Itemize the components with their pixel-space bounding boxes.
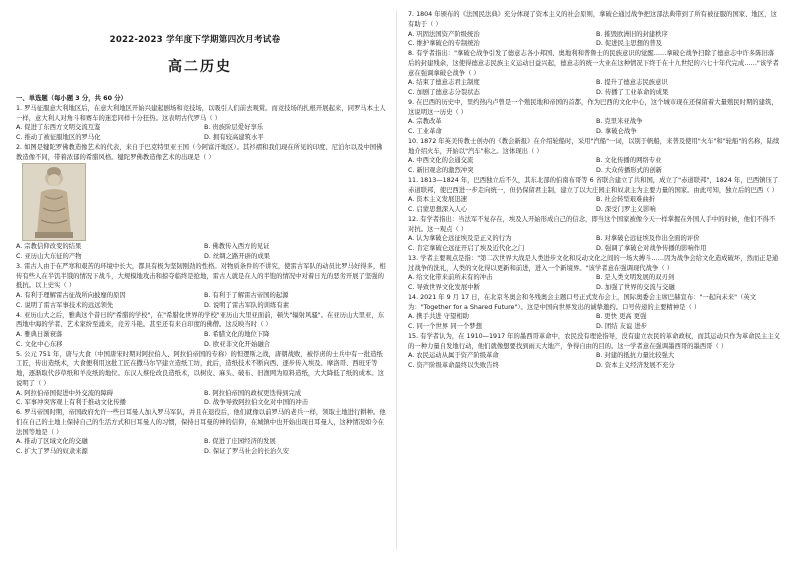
question-6-options [16,437,388,457]
option: C. 文化中心东移 [16,340,63,348]
option: D. 传播了工业革命的成果 [596,89,669,96]
option: B. 佛教传入西方的见证 [204,243,270,251]
option: B. 促进了庄园经济的发展 [204,438,276,446]
option: D. 拿破仑战争 [596,128,637,135]
buddha-statue-figure [23,164,85,240]
option: A. 阿拉伯帝国促进中外交流的障碍 [16,389,114,397]
option: D. 保证了罗马社会的长治久安 [204,448,290,455]
title-spacer [16,34,388,94]
subject-title: 高二历史 [168,59,232,75]
option: C. 军事冲突客观上有利于推动文化传播 [16,399,126,407]
option: C. 扩大了罗马的奴隶来源 [16,448,88,455]
option: D. 欧亚非文化开始融合 [204,340,271,348]
option: D. 团结 友谊 进步 [596,323,648,330]
option: A. 给文化带来前所未有的冲击 [408,274,493,282]
question-3-options [16,291,388,311]
option: D. 战争导致阿拉伯文化对中国的冲击 [204,399,309,407]
question-10: 10. 1872 年英美传教士创办的《教会新报》在介绍轮船时，采用"汽船"一词，以别于帆船，来普及使用"火车"和"轮船"的名称，陆续地介绍火车，开始以"汽车"称之。这体现出（ ） [408,137,780,155]
option: C. 同一个世界 同一个梦想 [408,323,482,330]
option: C. 推动了被征服地区的罗马化 [16,134,101,141]
question-14: 14. 2021 年 9 月 17 日，在北京冬奥会和冬残奥会主题口号正式发布会上，国际奥委会主席巴赫宣布："一起向未来"（英文为："Together for a Shared Future"）。这是中国向世界发出的诚挚邀约。口号传递的主要精神是（ ） [408,293,757,311]
option: B. 克里米亚战争 [596,118,643,126]
question-5-options [16,389,388,409]
option: A. 推动了区域文化的交融 [16,438,88,446]
option: C. 亚历山大东征的产物 [16,253,82,260]
option: A. 促进了东西方文明交流互鉴 [16,124,101,132]
exam-title: 2022-2023 学年度下学期第四次月考试卷 [109,35,281,45]
option: A. 有利于理解雷古征战所向披靡的原因 [16,292,126,299]
right-column [408,10,780,371]
question-5: 5. 公元 751 年，唐与大食（中国唐宋时期对阿拉伯人、阿拉伯帝国的专称）的怛逻斯之战，唐朝战败，被俘虏的士兵中有一批造纸工匠，传出造纸术，大食便利用这批工匠在撒马尔罕建立造纸工坊，此后，造纸技术不断向西、逐步传入埃及、摩洛哥、西班牙等地，逐渐取代莎草纸和羊皮纸的地位。东汉人蔡伦改良造纸术，以树皮、麻头、破布、旧渔网为原料造纸，大大降低了纸的成本。这说明了（ ） [16,350,384,387]
option: D. 强调了拿破仑对战争传播的影响作用 [596,245,707,252]
question-13: 13. 学者主要观点是指："第二次世界大战是人类进步文化和反动文化之间的一场大搏斗……因为战争会给文化造成破坏，然而正是通过战争的洗礼，人类的文化得以更新和前进，进入一个新境界。"该学者意在强调现代战争（ ） [408,254,779,272]
question-2: 2. 如图是犍陀罗佛教造像艺术的代表，来自于巴克特里亚王国（今阿富汗地区）。其衫褶和我们现在所见的印度、尼泊尔以及中国佛教造像不同，带着浓郁的希腊风格。犍陀罗佛教造像艺术的出现是（ ） [16,143,383,161]
option: A. 结束了德意志君主制度 [408,79,480,87]
question-9: 9. 在巴西的历史中，里约热内卢曾是一个殖民地和帝国的首都，作为巴西的文化中心，这个城市现在还保留着大量殖民时期的建筑，这说明这一历史（ ） [408,98,778,116]
question-1: 1. 罗马征服意大利地区后，在意大利地区开始兴建起剧场和竞技场，以吸引人们前去观赏。而竞技场的扎根开展起来，同罗马本土人一样，意大利人对角斗和赛车的迷恋同样十分狂热。这表明古代罗马（ ） [16,104,386,122]
question-10-options [408,156,780,176]
option: C. 启蒙思想深入人心 [408,206,468,213]
column-divider [396,10,397,550]
option: C. 工业革命 [408,128,442,135]
option: D. 丝绸之路开辟的成果 [204,253,271,260]
option: A. 宗教改革 [408,118,442,126]
option: C. 新旧观念的激烈冲突 [408,167,474,174]
option: C. 说明了雷古军事技术的远远领先 [16,301,114,309]
option: A. 认为拿破仑远征埃及是正义的行为 [408,235,512,243]
option: B. 摧毁欧洲旧的封建秩序 [596,30,668,38]
question-15: 15. 有学者认为，在 1910—1917 年的墨西哥革命中，农民没有理论指导，没有建立农民的革命政权，而其运动只作为革命民主主义的一种力量自发地行动，他们就像想要找到雨天大地产，争得自由的目的。这一学者意在强调墨西哥的墨西哥（ ） [408,332,780,350]
question-4: 4. 亚历山大之后，雅典这个昔日的"希腊的学校"，在"希腊化世界的学校"亚历山大里亚面前，顿失"辐射风骚"。在亚历山大里亚，东西地中海的学者、艺术家纷至涌来，竞芳斗艳。甚至还有来自印度的佛僧。这反映当时（ ） [16,311,385,329]
option: D. 加强了世界的交流与交融 [596,284,675,291]
question-2-options [16,242,388,262]
option: D. 资本主义经济发展不充分 [596,362,675,369]
question-15-options [408,351,780,371]
question-12: 12. 有学者指出：当法军不复存在，埃及人开始形成自己的信念，即当这个国家被像今天一样掌握在外国人手中的时候，他们不得不对抗。这一观点（ ） [408,215,776,233]
option: B. 提升了德意志民族意识 [596,79,668,87]
question-7: 7. 1804 年颁布的《法国民法典》充分体现了资本主义的社会原则，拿破仑通过战争把这部法典带到了所有被征服的国家、地区，这有助于（ ） [408,11,777,28]
option: D. 大众传播形式的创新 [596,167,663,174]
option: D. 促进民主思想的普及 [596,40,663,48]
option: B. 有利于了解雷古帝国的起源 [204,292,289,299]
option: D. 说明了雷古军队的训练有素 [204,301,290,309]
option: D. 深受门罗主义影响 [596,206,656,213]
question-6: 6. 罗马帝国时期，帝国政府允许一些日耳曼人加入罗马军队，并且在退役后，他们就像以前罗马的老兵一样，领取土地进行耕种。他们在自己的土地上保持自己的生活方式和日耳曼人的习惯，保持日耳曼的神的信仰，在城镇中也开始出现日耳曼人，这种情况如今在法国等地是（ ） [16,409,386,436]
question-11-options [408,195,780,215]
option: C. 资产阶级革命最终以失败告终 [408,362,499,369]
section-heading: 一、单选题（每小题 3 分，共 60 分） [16,95,127,102]
option: A. 宗教信仰改变的结果 [16,243,82,251]
question-11: 11. 1813—1824 年，巴西独立后不久，其东北部的伯南布哥等 6 省联合建立了共和国，成立了"赤道联邦"，1824 年，巴西镇压了赤道联邦，使巴西进一步走向统一，但仍保留君主制，建立了以大庄园主和奴隶主为主要力量的国家。由此可知，独立后的巴西（ ） [408,176,779,194]
question-1-options [16,123,388,143]
question-7-options [408,30,780,50]
option: B. 阿拉伯帝国的政权更迭得到完成 [204,389,302,397]
option: A. 携手共进 守望相助 [408,313,470,321]
question-12-options [408,234,780,254]
question-14-options [408,312,780,332]
option: B. 文化传播的网络专业 [596,157,662,165]
option: C. 维护拿破仑的专制统治 [408,40,480,48]
question-3: 3. 雷古人由于在严寒和艰苦的环境中长大，都具有极为坚韧刚劲的性格。对物质条件的不讲究，使雷古军队的动员比罗马好得多，相传有些人在半饥半饿的情况下战斗，大规模地攻击和掠夺临终是抢地，雷古人就是在人的半饱的情况中对着日光的恶劣开展了坚强的抵抗。以上史实（ ） [16,262,386,290]
option: B. 封建的抵抗力量比较强大 [596,352,675,360]
option: C. 肯定拿破仑远征开启了埃及近代化之门 [408,245,525,252]
buddha-statue-image [22,163,86,241]
option: C. 导致世界文化发展中断 [408,284,480,291]
question-8-options [408,78,780,98]
left-column [16,34,388,457]
question-8: 8. 有学者指出："拿破仑战争引发了德意志各小邦国、奥地利和普鲁士的民族意识的觉醒……拿破仑战争扫除了德意志中许多陈旧落后的封建残余，这使得德意志民族主义运动日益兴起，德意志的统一大业在这种情况下终于在十九世纪的六七十年代完成……"该学者意在强调拿破仑战争（ ） [408,50,779,77]
question-9-options [408,117,780,137]
option: B. 更快 更高 更强 [596,313,647,321]
option: B. 社会转型艰难曲折 [596,196,656,204]
option: D. 拥有较高建筑水平 [204,134,264,141]
option: A. 巩固法国资产阶级统治 [408,30,480,38]
option: C. 加剧了德意志分裂状态 [408,89,480,96]
option: B. 对拿破仑远征埃及作出全面的评价 [596,235,700,243]
option: B. 贵族阶层爱好享乐 [204,124,264,132]
option: A. 雅典日渐衰落 [16,331,63,338]
option: A. 农民运动从属于资产阶级革命 [408,352,499,360]
option: B. 是人类文明发展的双刃剑 [596,274,675,282]
question-13-options [408,273,780,293]
option: B. 希腊文化的地位下降 [204,331,270,338]
question-4-options [16,330,388,350]
option: A. 中西文化的会通交流 [408,157,474,165]
option: A. 资本主义发展迅速 [408,196,468,204]
